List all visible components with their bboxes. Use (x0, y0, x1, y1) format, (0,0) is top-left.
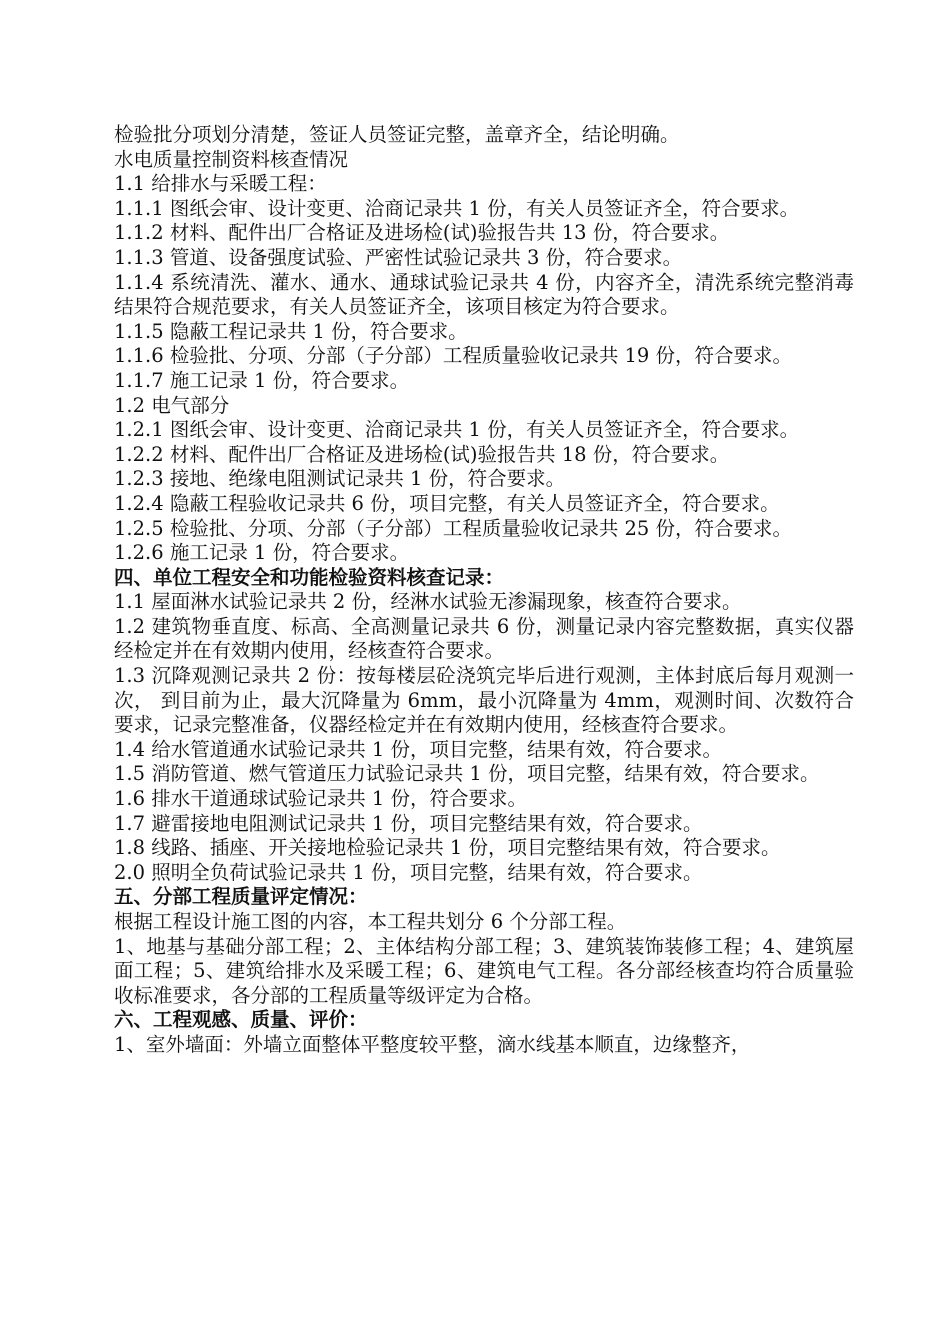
paragraph-1-2-2: 1.2.2 材料、配件出厂合格证及进场检(试)验报告共 18 份，符合要求。 (114, 442, 730, 466)
paragraph-1-1-5: 1.1.5 隐蔽工程记录共 1 份，符合要求。 (114, 319, 468, 343)
paragraph-s5-intro: 根据工程设计施工图的内容，本工程共划分 6 个分部工程。 (114, 910, 627, 933)
section-heading-4: 四、单位工程安全和功能检验资料核查记录： (114, 565, 505, 589)
paragraph-s6-1: 1、室外墙面：外墙立面整体平整度较平整，滴水线基本顺直，边缘整齐， (114, 1032, 751, 1056)
paragraph-s4-1-6: 1.6 排水干道通球试验记录共 1 份，符合要求。 (114, 787, 528, 811)
document-body (114, 123, 854, 1058)
paragraph-1-2-6: 1.2.6 施工记录 1 份，符合要求。 (114, 541, 410, 565)
paragraph-s4-1-4: 1.4 给水管道通水试验记录共 1 份，项目完整，结果有效，符合要求。 (114, 737, 723, 761)
paragraph-1-1-1: 1.1.1 图纸会审、设计变更、洽商记录共 1 份，有关人员签证齐全，符合要求。 (114, 196, 800, 220)
paragraph-1-1-3: 1.1.3 管道、设备强度试验、严密性试验记录共 3 份，符合要求。 (114, 245, 683, 269)
paragraph-1-2-3: 1.2.3 接地、绝缘电阻测试记录共 1 份，符合要求。 (114, 467, 566, 491)
section-heading-6: 六、工程观感、质量、评价： (114, 1008, 368, 1032)
paragraph-s4-1-1: 1.1 屋面淋水试验记录共 2 份，经淋水试验无渗漏现象，核查符合要求。 (114, 590, 742, 614)
paragraph-1-1-7: 1.1.7 施工记录 1 份，符合要求。 (114, 368, 410, 392)
paragraph-s4-1-8: 1.8 线路、插座、开关接地检验记录共 1 份，项目完整结果有效，符合要求。 (114, 836, 781, 860)
paragraph-1-1: 1.1 给排水与采暖工程： (114, 172, 327, 196)
paragraph-1-2-1: 1.2.1 图纸会审、设计变更、洽商记录共 1 份，有关人员签证齐全，符合要求。 (114, 418, 800, 442)
paragraph-1-2: 1.2 电气部分 (114, 393, 230, 417)
paragraph-1-1-4: 1.1.4 系统清洗、灌水、通水、通球试验记录共 4 份，内容齐全，清洗系统完整消毒结果符合规范要求，有关人员签证齐全，该项目核定为符合要求。 (114, 270, 854, 319)
paragraph-1-1-2: 1.1.2 材料、配件出厂合格证及进场检(试)验报告共 13 份，符合要求。 (114, 221, 730, 245)
paragraph-s4-1-3: 1.3 沉降观测记录共 2 份：按每楼层砼浇筑完毕后进行观测，主体封底后每月观测一次， 到目前为止，最大沉降量为 6mm，最小沉降量为 4mm，观测时间、次数符合要求，记录完整准备，仪器经检定并在有效期内使用，经核查符合要求。 (114, 664, 854, 737)
paragraph-s4-1-5: 1.5 消防管道、燃气管道压力试验记录共 1 份，项目完整，结果有效，符合要求。 (114, 762, 820, 786)
paragraph-s5-list: 1、地基与基础分部工程；2、主体结构分部工程；3、建筑装饰装修工程；4、建筑屋面工程；5、建筑给排水及采暖工程；6、建筑电气工程。各分部经核查均符合质量验收标准要求，各分部的工程质量等级评定为合格。 (114, 934, 854, 1007)
section-heading-5: 五、分部工程质量评定情况： (114, 885, 368, 909)
paragraph-1-1-6: 1.1.6 检验批、分项、分部（子分部）工程质量验收记录共 19 份，符合要求。 (114, 344, 793, 368)
paragraph-1-2-4: 1.2.4 隐蔽工程验收记录共 6 份，项目完整，有关人员签证齐全，符合要求。 (114, 491, 780, 515)
paragraph-utility-title: 水电质量控制资料核查情况 (114, 147, 349, 171)
paragraph-s4-1-7: 1.7 避雷接地电阻测试记录共 1 份，项目完整结果有效，符合要求。 (114, 811, 703, 835)
paragraph-inspection-batch: 检验批分项划分清楚，签证人员签证完整，盖章齐全，结论明确。 (114, 123, 680, 146)
paragraph-s4-2-0: 2.0 照明全负荷试验记录共 1 份，项目完整，结果有效，符合要求。 (114, 860, 703, 884)
paragraph-1-2-5: 1.2.5 检验批、分项、分部（子分部）工程质量验收记录共 25 份，符合要求。 (114, 516, 793, 540)
paragraph-s4-1-2: 1.2 建筑物垂直度、标高、全高测量记录共 6 份，测量记录内容完整数据，真实仪器经检定并在有效期内使用，经核查符合要求。 (114, 614, 854, 663)
